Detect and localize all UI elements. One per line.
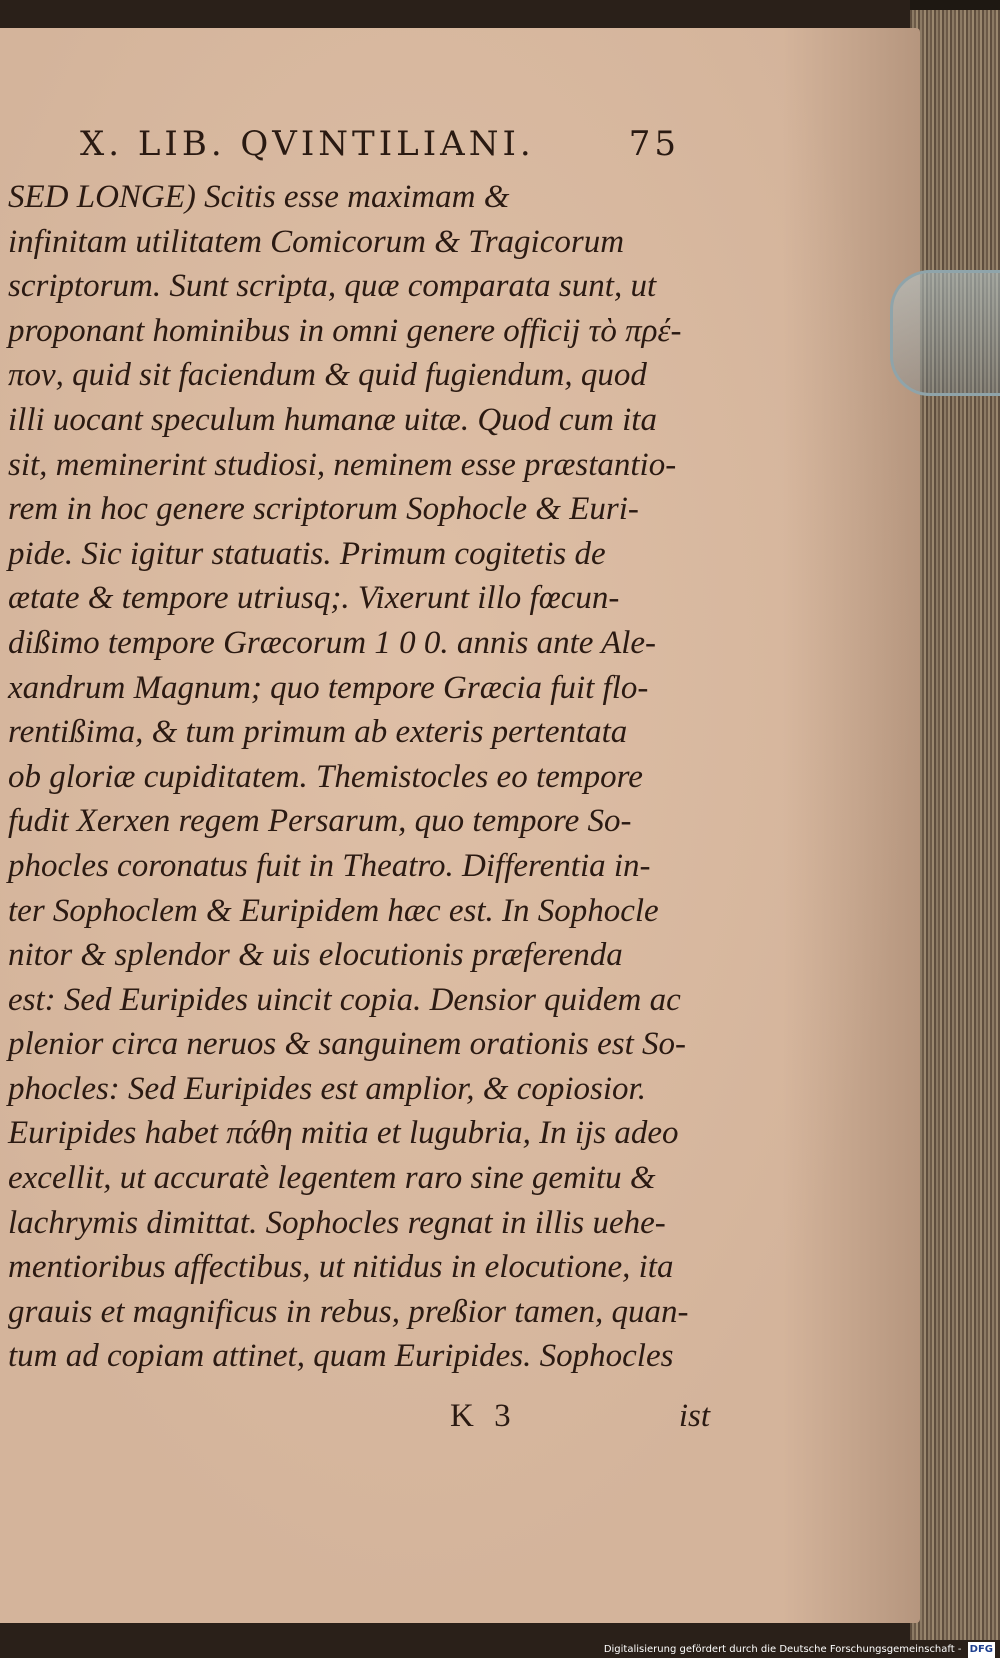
- text-line: plenior circa neruos & sanguinem orationis est So-: [8, 1026, 686, 1063]
- text-line: sit, meminerint studiosi, neminem esse præstantio-: [8, 446, 677, 483]
- text-line: rentißima, & tum primum ab exteris pertentata: [8, 714, 628, 751]
- text-line: illi uocant speculum humanæ uitæ. Quod cum ita: [8, 401, 657, 438]
- running-head: [80, 124, 680, 172]
- text-line: ter Sophoclem & Euripidem hæc est. In Sophocle: [8, 892, 659, 929]
- text-line: phocles coronatus fuit in Theatro. Differentia in-: [8, 847, 651, 884]
- page-footer: [450, 1398, 710, 1442]
- text-line: phocles: Sed Euripides est amplior, & copiosior.: [8, 1070, 646, 1107]
- elastic-band: [890, 270, 1000, 396]
- text-line: lachrymis dimittat. Sophocles regnat in illis uehe-: [8, 1204, 666, 1241]
- text-line: infinitam utilitatem Comicorum & Tragicorum: [8, 223, 625, 260]
- text-line: fudit Xerxen regem Persarum, quo tempore So-: [8, 803, 632, 840]
- text-line: ob gloriæ cupiditatem. Themistocles eo tempore: [8, 758, 643, 795]
- text-line: scriptorum. Sunt scripta, quæ comparata sunt, ut: [8, 268, 657, 305]
- digitization-credit: [600, 1642, 995, 1658]
- running-head-title: X. LIB. QVINTILIANI.: [80, 124, 535, 164]
- text-line: SED LONGE) Scitis esse maximam &: [8, 179, 510, 215]
- text-line: est: Sed Euripides uincit copia. Densior quidem ac: [8, 981, 681, 1018]
- text-line: grauis et magnificus in rebus, preßior tamen, quan-: [8, 1293, 689, 1330]
- book-page-edges: [910, 0, 1000, 1640]
- text-line: xandrum Magnum; quo tempore Græcia fuit flo-: [8, 669, 649, 706]
- text-line: pide. Sic igitur statuatis. Primum cogitetis de: [8, 535, 606, 572]
- text-line: nitor & splendor & uis elocutionis præferenda: [8, 937, 623, 974]
- text-line: proponant hominibus in omni genere officij τὸ πρέ-: [8, 312, 682, 349]
- body-text: [8, 175, 718, 1379]
- signature-mark: K 3: [450, 1398, 517, 1434]
- text-line: tum ad copiam attinet, quam Euripides. Sophocles: [8, 1338, 674, 1375]
- text-line: dißimo tempore Græcorum 1 0 0. annis ante Ale-: [8, 624, 657, 661]
- text-line: excellit, ut accuratè legentem raro sine gemitu &: [8, 1160, 656, 1197]
- credit-text: Digitalisierung gefördert durch die Deutsche Forschungsgemeinschaft -: [603, 1644, 962, 1655]
- page-number: 75: [628, 124, 680, 164]
- catchword: ist: [678, 1398, 710, 1434]
- text-line: Euripides habet πάθη mitia et lugubria, In ijs adeo: [8, 1115, 679, 1152]
- text-line: πον, quid sit faciendum & quid fugiendum, quod: [8, 357, 647, 394]
- text-line: rem in hoc genere scriptorum Sophocle & Euri-: [8, 491, 639, 528]
- text-line: mentioribus affectibus, ut nitidus in elocutione, ita: [8, 1249, 674, 1286]
- dfg-logo: DFG: [968, 1642, 995, 1658]
- text-line: ætate & tempore utriusq;. Vixerunt illo fœcun-: [8, 580, 620, 617]
